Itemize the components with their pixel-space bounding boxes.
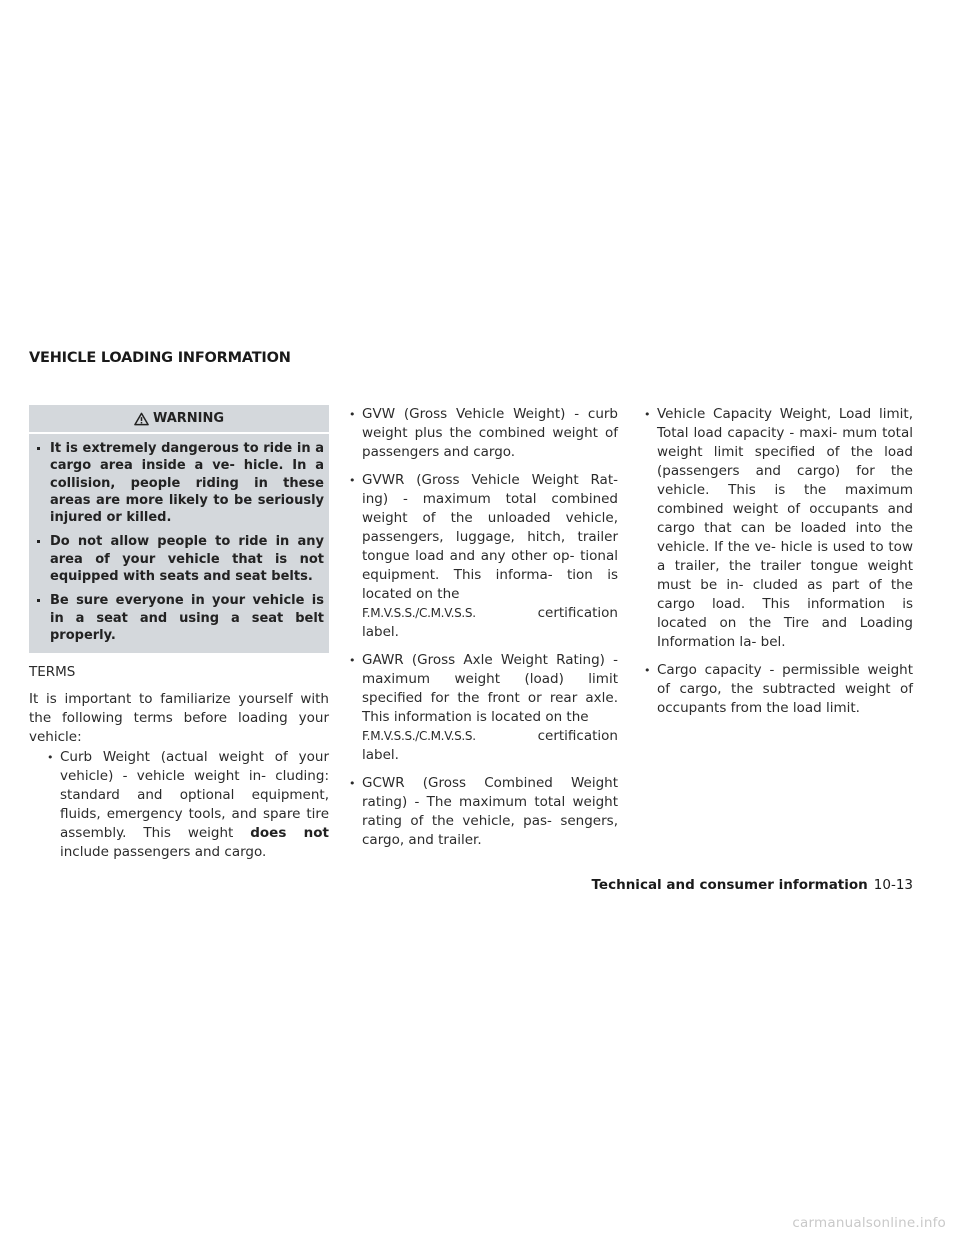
term-text: label.	[362, 624, 399, 640]
term-gcwr: • GCWR (Gross Combined Weight rating) - The maximum total weight rating of the vehicle, pas- sengers, cargo, and trailer.	[346, 774, 618, 850]
term-text: label.	[362, 747, 399, 763]
term-text: GAWR (Gross Axle Weight Rating) - maximum weight (load) limit specified for the front or rear axle. This information is located on the	[362, 652, 618, 725]
warning-box	[29, 405, 329, 653]
cert-code: F.M.V.S.S./C.M.V.S.S.	[362, 606, 476, 620]
cert-code: F.M.V.S.S./C.M.V.S.S.	[362, 729, 476, 743]
term-cargo-capacity: • Cargo capacity - permissible weight of cargo, the subtracted weight of occupants from the load limit.	[641, 661, 913, 718]
term-text: include passengers and cargo.	[60, 844, 267, 861]
term-list-col1	[29, 748, 329, 862]
footer-title: Technical and consumer information	[591, 877, 868, 893]
warning-header	[29, 405, 329, 434]
warning-title: WARNING	[152, 411, 225, 426]
term-vehicle-capacity: • Vehicle Capacity Weight, Load limit, Total load capacity - maxi- mum total weight limit specified of the load (passengers and cargo) for the vehicle. This is the maximum combined weight of occupants and cargo that can be loaded into the vehicle. If the ve- hicle is used to tow a trailer, the trailer tongue weight must be in- cluded as part of the cargo load. This information is located on the Tire and Loading Information la- bel.	[641, 405, 913, 652]
term-curb-weight	[44, 748, 329, 862]
term-gvwr	[346, 471, 618, 642]
term-text: GVWR (Gross Vehicle Weight Rat- ing) - maximum total combined weight of the unloaded vehicle, passengers, luggage, hitch, trailer tongue load and any other op- tional equipment. This informa- tion is located on the	[362, 472, 618, 602]
column-3	[641, 405, 913, 727]
cert-word: certification	[537, 605, 618, 621]
term-gawr	[346, 651, 618, 765]
warning-item: It is extremely dangerous to ride in a cargo area inside a ve- hicle. In a collision, people riding in these areas are more likely to be seriously injured or killed.	[34, 440, 324, 526]
cert-line	[362, 727, 618, 746]
warning-item: Do not allow people to ride in any area of your vehicle that is not equipped with seats and seat belts.	[34, 533, 324, 585]
term-text: Curb Weight (actual weight of your vehicle) - vehicle weight in- cluding: standard and optional equipment, fluids, emergency tools, and spare tire assembly. This weight	[60, 749, 329, 842]
watermark: carmanualsonline.info	[792, 1215, 946, 1231]
term-list-col2	[346, 405, 618, 850]
section-heading: VEHICLE LOADING INFORMATION	[29, 350, 291, 366]
cert-word: certification	[537, 728, 618, 744]
intro-paragraph: It is important to familiarize yourself with the following terms before loading your vehicle:	[29, 691, 329, 746]
warning-triangle-icon	[134, 412, 149, 426]
term-list-col3	[641, 405, 913, 718]
term-emphasis: does not	[250, 825, 329, 842]
page-number: 10-13	[873, 877, 913, 893]
column-1	[29, 405, 329, 871]
cert-line	[362, 604, 618, 623]
term-gvw: • GVW (Gross Vehicle Weight) - curb weight plus the combined weight of passengers and cargo.	[346, 405, 618, 462]
column-2	[346, 405, 618, 859]
warning-item: Be sure everyone in your vehicle is in a seat and using a seat belt properly.	[34, 592, 324, 644]
page-footer	[592, 877, 913, 893]
terms-label: TERMS	[29, 664, 76, 681]
warning-list	[34, 434, 324, 644]
